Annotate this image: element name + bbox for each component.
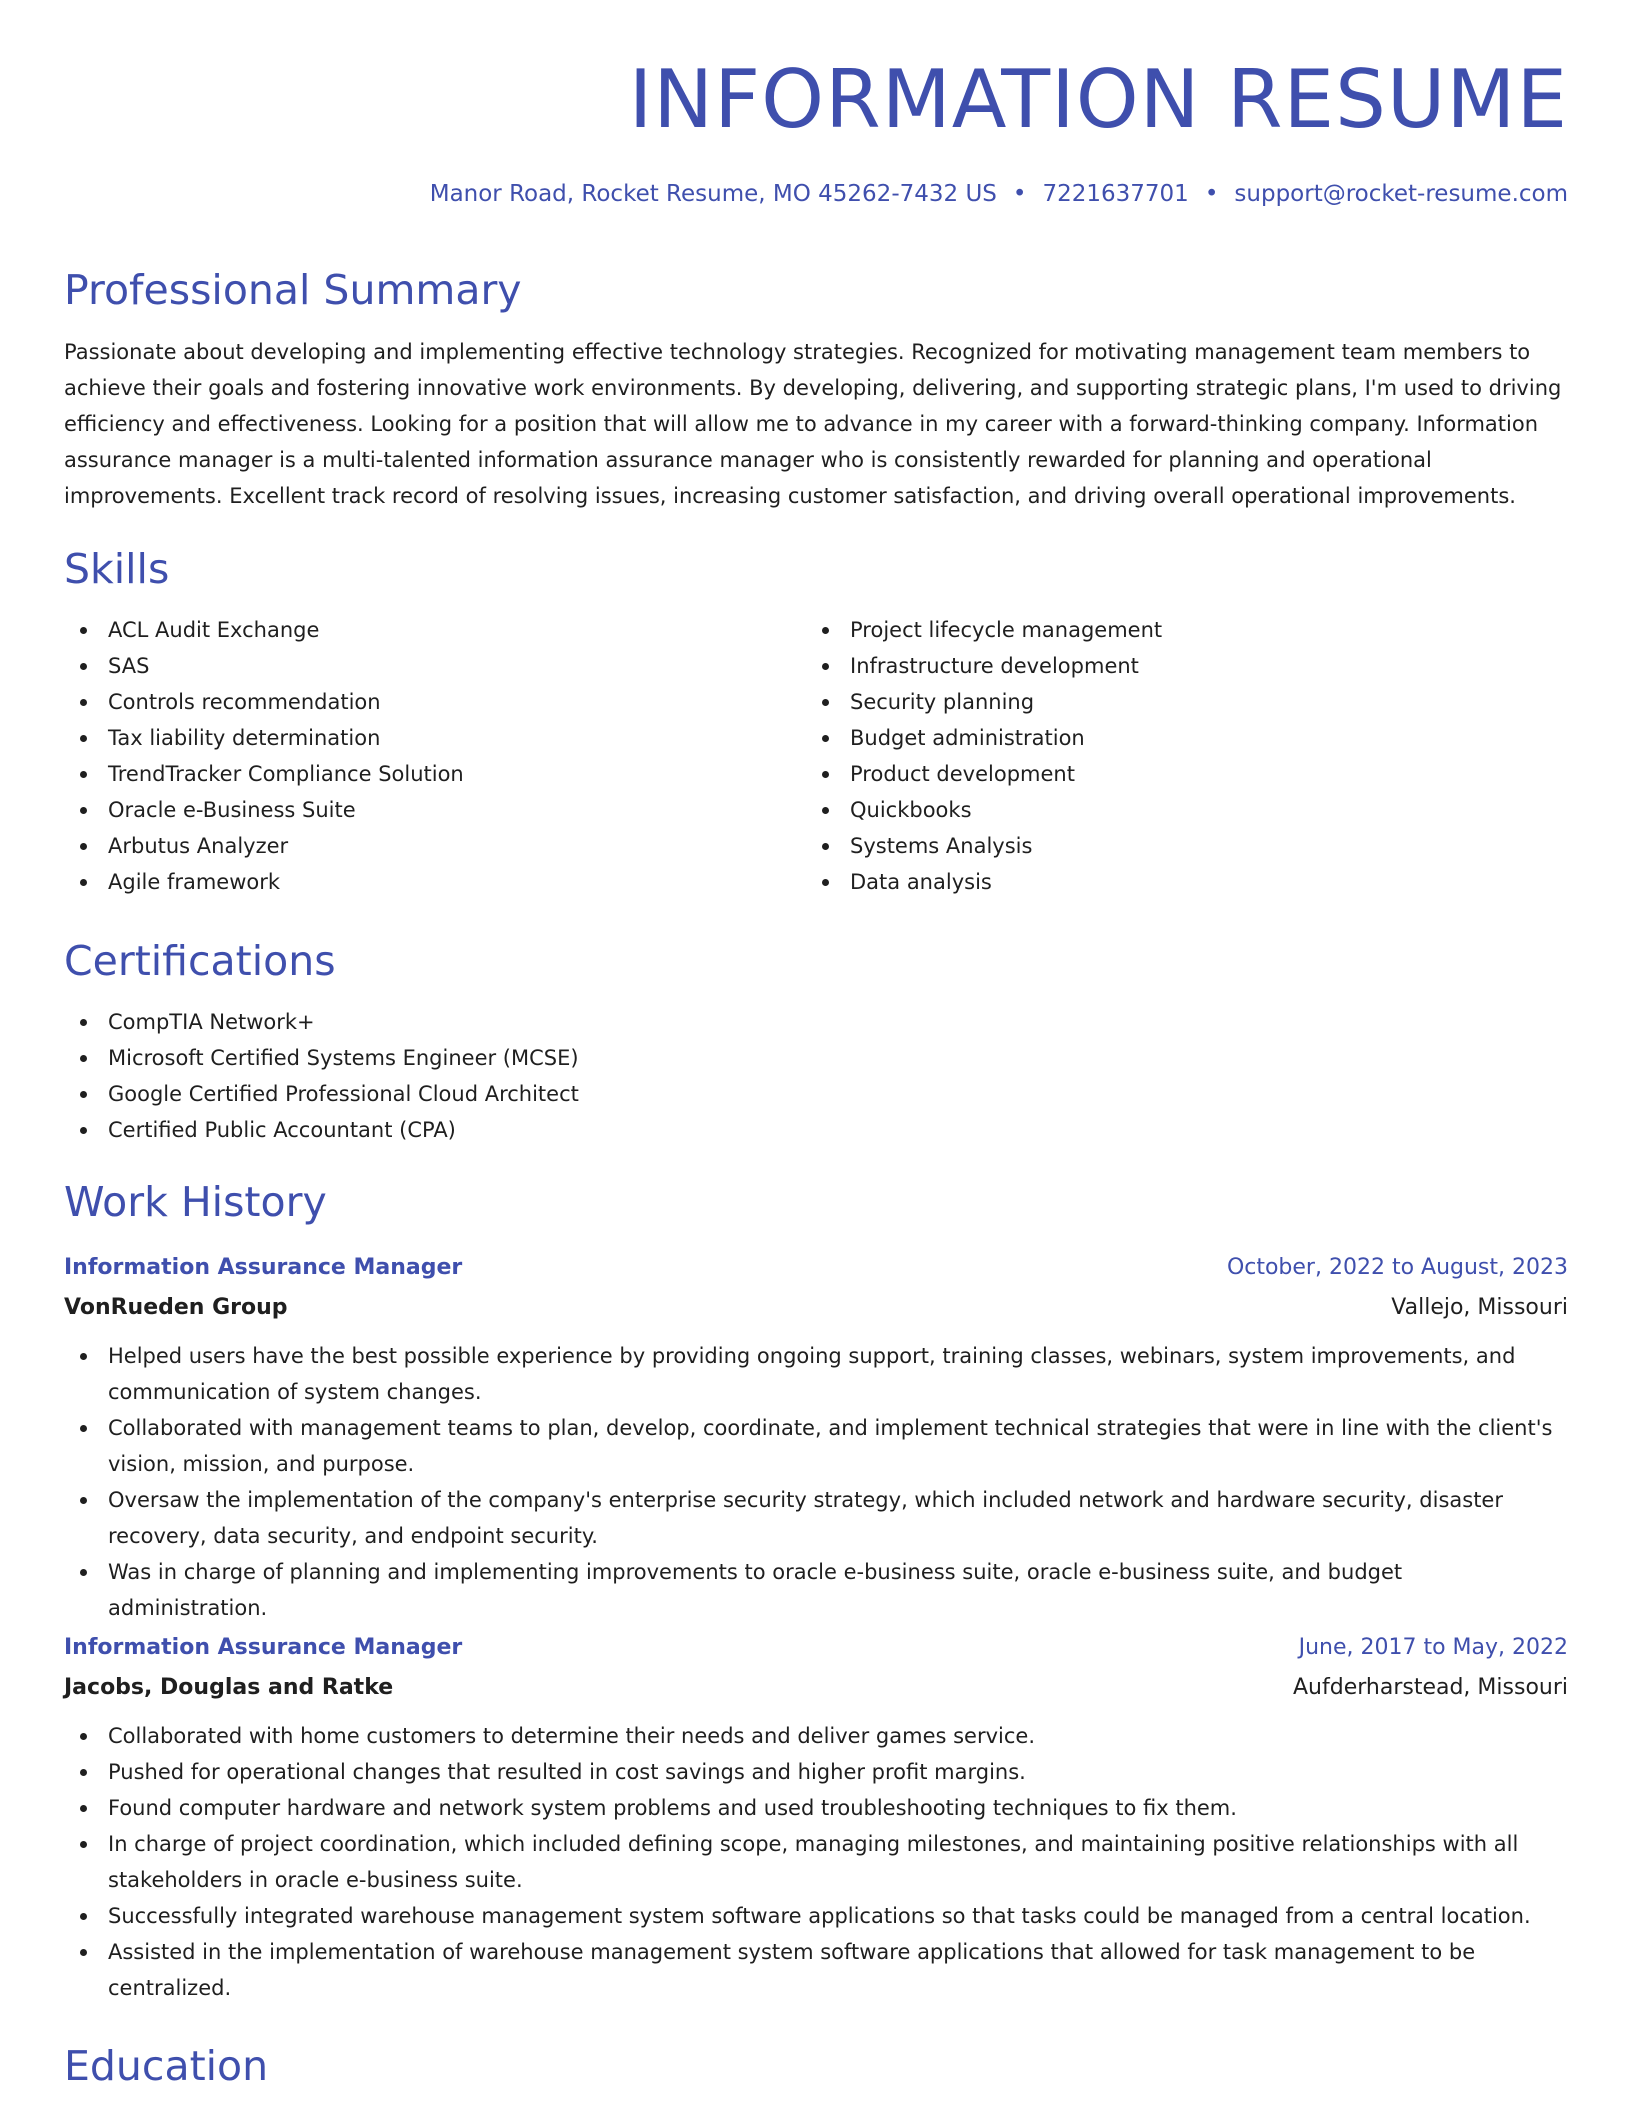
skills-columns xyxy=(64,612,1568,900)
contact-line xyxy=(64,178,1568,210)
skill-item: Infrastructure development xyxy=(806,648,1548,684)
skill-item: Tax liability determination xyxy=(64,720,806,756)
job-bullet: Pushed for operational changes that resulted in cost savings and higher profit margins. xyxy=(64,1754,1568,1790)
job-title: Information Assurance Manager xyxy=(64,1255,463,1280)
skill-item: Quickbooks xyxy=(806,792,1548,828)
phone-text: 7221637701 xyxy=(1042,181,1189,207)
section-heading-education: Education xyxy=(64,2042,269,2090)
skill-item: TrendTracker Compliance Solution xyxy=(64,756,806,792)
job-title-row xyxy=(64,1632,1568,1664)
job-location: Aufderharstead, Missouri xyxy=(1293,1675,1568,1700)
skills-column-right xyxy=(806,612,1548,900)
skill-item: Arbutus Analyzer xyxy=(64,828,806,864)
skills-column-left xyxy=(64,612,806,900)
certification-item: CompTIA Network+ xyxy=(64,1004,1568,1040)
skill-item: Security planning xyxy=(806,684,1548,720)
job-bullet: Helped users have the best possible experience by providing ongoing support, training classes, webinars, system improvements, and communication of system changes. xyxy=(64,1338,1568,1410)
job-company-row xyxy=(64,1664,1568,1704)
job-bullet: Successfully integrated warehouse management system software applications so that tasks could be managed from a central location. xyxy=(64,1898,1568,1934)
certification-item: Google Certified Professional Cloud Architect xyxy=(64,1076,1568,1112)
certifications-block xyxy=(64,1004,1568,1148)
section-heading-work-history: Work History xyxy=(64,1178,327,1226)
job-entry xyxy=(64,1632,1568,2006)
skill-item: ACL Audit Exchange xyxy=(64,612,806,648)
job-bullet: Collaborated with home customers to determine their needs and deliver games service. xyxy=(64,1718,1568,1754)
summary-text: Passionate about developing and implementing effective technology strategies. Recognized for motivating management team members to achieve their goals and fostering innovative work environments. By developing, delivering, and supporting strategic plans, I'm used to driving efficiency and effectiveness. Looking for a position that will allow me to advance in my career with a forward-thinking company. Information assurance manager is a multi-talented information assurance manager who is consistently rewarded for planning and operational improvements. Excellent track record of resolving issues, increasing customer satisfaction, and driving overall operational improvements. xyxy=(64,340,1562,508)
job-company: VonRueden Group xyxy=(64,1295,288,1320)
job-bullet: Was in charge of planning and implementing improvements to oracle e-business suite, oracle e-business suite, and budget administration. xyxy=(64,1554,1568,1626)
email-link[interactable]: support@rocket-resume.com xyxy=(1234,181,1568,207)
job-bullets xyxy=(64,1338,1568,1626)
job-company-row xyxy=(64,1284,1568,1324)
contact-separator: • xyxy=(1012,181,1027,207)
address-text: Manor Road, Rocket Resume, MO 45262-7432 US xyxy=(429,181,997,207)
job-bullet: Oversaw the implementation of the company's enterprise security strategy, which included network and hardware security, disaster recovery, data security, and endpoint security. xyxy=(64,1482,1568,1554)
section-heading-summary: Professional Summary xyxy=(64,266,522,314)
job-location: Vallejo, Missouri xyxy=(1391,1295,1568,1320)
skills-list-right xyxy=(806,612,1548,900)
skill-item: Controls recommendation xyxy=(64,684,806,720)
skill-item: Data analysis xyxy=(806,864,1548,900)
skill-item: Oracle e-Business Suite xyxy=(64,792,806,828)
job-dates: October, 2022 to August, 2023 xyxy=(1226,1255,1568,1280)
certifications-list xyxy=(64,1004,1568,1148)
skill-item: Project lifecycle management xyxy=(806,612,1548,648)
section-heading-skills: Skills xyxy=(64,545,170,593)
resume-title: INFORMATION RESUME xyxy=(628,53,1568,146)
skill-item: SAS xyxy=(64,648,806,684)
skill-item: Systems Analysis xyxy=(806,828,1548,864)
skill-item: Budget administration xyxy=(806,720,1548,756)
job-dates: June, 2017 to May, 2022 xyxy=(1298,1635,1568,1660)
resume-page xyxy=(64,0,1568,2090)
skills-list-left xyxy=(64,612,806,900)
job-entry xyxy=(64,1252,1568,1626)
skill-item: Product development xyxy=(806,756,1548,792)
certification-item: Microsoft Certified Systems Engineer (MCSE) xyxy=(64,1040,1568,1076)
contact-separator: • xyxy=(1204,181,1219,207)
job-company: Jacobs, Douglas and Ratke xyxy=(64,1675,394,1700)
job-title: Information Assurance Manager xyxy=(64,1635,463,1660)
job-bullet: In charge of project coordination, which included defining scope, managing milestones, and maintaining positive relationships with all stakeholders in oracle e-business suite. xyxy=(64,1826,1568,1898)
job-title-row xyxy=(64,1252,1568,1284)
job-bullet: Assisted in the implementation of warehouse management system software applications that allowed for task management to be centralized. xyxy=(64,1934,1568,2006)
certification-item: Certified Public Accountant (CPA) xyxy=(64,1112,1568,1148)
job-bullets xyxy=(64,1718,1568,2006)
section-heading-certifications: Certifications xyxy=(64,937,336,985)
job-bullet: Found computer hardware and network system problems and used troubleshooting techniques to fix them. xyxy=(64,1790,1568,1826)
job-bullet: Collaborated with management teams to plan, develop, coordinate, and implement technical strategies that were in line with the client's vision, mission, and purpose. xyxy=(64,1410,1568,1482)
skill-item: Agile framework xyxy=(64,864,806,900)
